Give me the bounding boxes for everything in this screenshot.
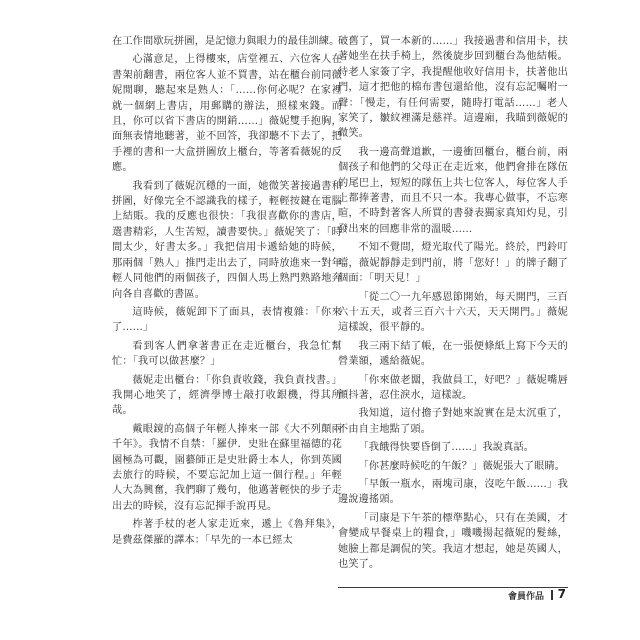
page-number: 7 xyxy=(557,587,566,601)
paragraph: 「你來做老闆，我做員工，好吧？」薇妮嘴唇顫抖著，忍住淚水，這樣說。 xyxy=(338,374,568,401)
paragraph: 我三兩下結了帳，在一張便條紙上寫下今天的營業額，遞給薇妮。 xyxy=(338,340,568,368)
paragraph: 薇妮走出櫃台：「你負責收錢，我負責找書。」我開心地笑了，經濟學博士敲打收銀機，得其所哉。 xyxy=(112,374,342,417)
paragraph: 「司康是下午茶的標準點心，只有在美國，才會變成早餐桌上的糧食，」嘰嘰揚起薇妮的髮絲，她臉上都是調侃的笑。我這才想起，她是英國人，也笑了。 xyxy=(338,512,568,570)
page-footer xyxy=(338,587,568,601)
paragraph: 不知不覺間，燈光取代了陽光。終於，門鈴叮噹，薇妮靜靜走到門前，將「您好！」的牌子翻了個面：「明天見！」 xyxy=(338,242,568,285)
paragraph: 在工作間歇玩拼圖，是記憶力與眼力的最佳訓練。 xyxy=(112,36,340,47)
paragraph: 「從二〇一九年感恩節開始，每天開門，三百六十五天，或者三百六十六天，天天開門。」薇妮這樣說，很平靜的。 xyxy=(338,291,568,334)
paragraph: 心滿意足，上得樓來，店堂裡五、六位客人在書架前翻書，兩位客人並不買書，站在櫃台前同薇妮閒聊，聽起來是熟人：「……你何必呢？在家裡就一個網上書店，用郵購的辦法，照樣來錢。而且，你可以省下書店的開銷……」薇妮雙手抱胸，面無表情地聽著，並不回答，我卻聽不下去了，把手裡的書和一大盒拼圖放上櫃台，等著看薇妮的反應。 xyxy=(112,54,342,174)
section-label: 會員作品 xyxy=(507,592,544,602)
footer-rule xyxy=(338,587,568,588)
paragraph: 戴眼鏡的高個子年輕人捧來一部《大不列顛兩千年》。我情不自禁：「羅伊．史壯在蘇里福德的花園極為可觀，園藝師正是史壯爵士本人，你到英國去旅行的時候，不要忘記加上這一個行程。」年輕人大為興奮，我們聊了幾句，他邁著輕快的步子走出去的時候，沒有忘記揮手說再見。 xyxy=(112,423,342,512)
paragraph: 我知道，這付擔子對她來說實在是太沉重了，不由自主地點了頭。 xyxy=(338,408,568,435)
paragraph: 破舊了，買一本新的……」我接過書和信用卡，扶著她坐在扶手椅上，然後旋步回到櫃台為他結帳。待老人家簽了字，我提醒他收好信用卡，扶著他出門，這才把他的棉布書包還給他，沒有忘記囑咐一聲：「慢走，有任何需要，隨時打電話……」老人家笑了，皺紋裡滿是慈祥。這邊廂，我瞄到薇妮的微笑。 xyxy=(338,36,568,140)
paragraph: 我一邊高聲道歉，一邊衝回櫃台，櫃台前，兩個孩子和他們的父母正在走近來，他們會排在隊伍的尾巴上，短短的隊伍上共七位客人，每位客人手上都捧著書，而且不只一本。我專心做事，不忘寒暄，不時對著客人所買的書發表獨家真知灼見，引發出來的回應非常的溫暖…… xyxy=(338,146,568,235)
paragraph: 「早飯一瓶水，兩塊司康，沒吃午飯……」我邊說邊搖頭。 xyxy=(338,478,568,506)
paragraph: 我看到了薇妮沉穩的一面，她微笑著接過書和拼圖，好像完全不認識我的樣子，輕輕按鍵在電腦上結賬。我的反應也很快：「我很喜歡你的書店，選書精彩，人生苦短，讀書要快。」薇妮笑了：「時間太少，好書太多。」我把信用卡遞給她的時候，那兩個「熟人」推門走出去了，同時放進來一對年輕人同他們的兩個孩子，四個人馬上熟門熟路地奔向各自喜歡的書區。 xyxy=(112,180,342,300)
paragraph: 「你甚麼時候吃的午飯？」薇妮張大了眼睛。 xyxy=(358,460,566,472)
paragraph: 「我餓得快要昏倒了……」我說真話。 xyxy=(358,442,535,454)
footer-separator-bar xyxy=(551,590,553,600)
paragraph: 看到客人們拿著書正在走近櫃台，我急忙幫忙：「我可以做甚麼？」 xyxy=(112,340,342,368)
right-column xyxy=(338,34,568,572)
paragraph: 這時候，薇妮卸下了面具，表情複雜：「你來了……」 xyxy=(112,306,342,334)
left-column xyxy=(112,34,342,548)
paragraph: 柞著手杖的老人家走近來，遞上《魯拜集》，是費茲傑羅的譯本：「早先的一本已經太 xyxy=(112,519,342,546)
